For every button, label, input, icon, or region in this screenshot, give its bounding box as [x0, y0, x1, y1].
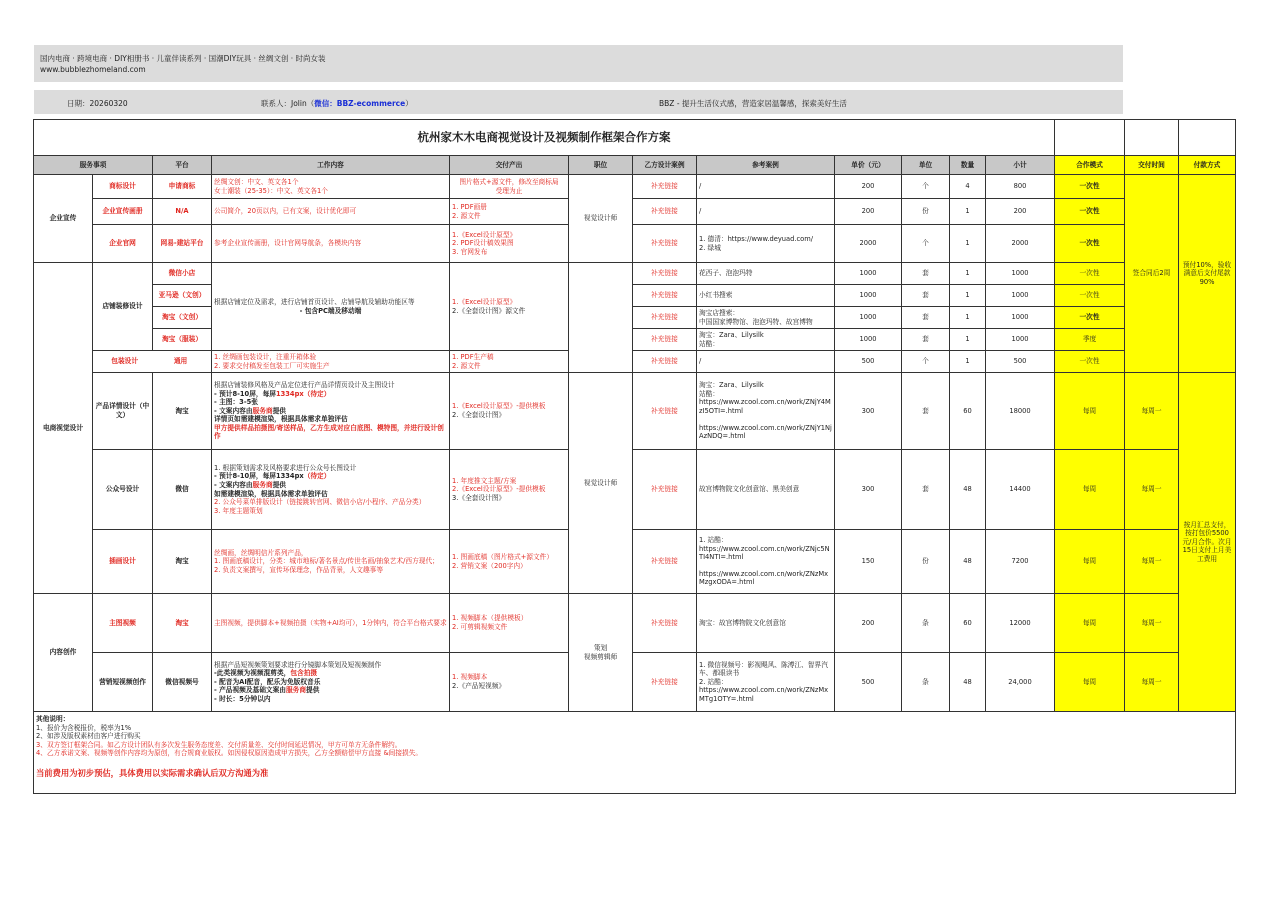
reference-cell: /	[697, 175, 835, 199]
subtotal-cell: 7200	[986, 530, 1055, 594]
work-line	[214, 669, 447, 678]
work-fragment: 提供	[272, 480, 286, 489]
work-cell	[212, 530, 450, 594]
work-fragment: - 产品视频及基础文案由	[214, 686, 286, 695]
work-fragment: 服务商	[252, 480, 273, 489]
case-link[interactable]: 补充链接	[633, 225, 697, 263]
platform-cell: 申请商标	[153, 175, 212, 199]
unit-cell: 套	[902, 285, 950, 307]
qty-cell: 1	[950, 285, 986, 307]
subtotal-cell: 800	[986, 175, 1055, 199]
mode-cell: 每周	[1055, 653, 1125, 712]
case-link[interactable]: 补充链接	[633, 653, 697, 712]
final-note: 当前费用为初步预估，具体费用以实际需求确认后双方沟通为准	[36, 767, 269, 778]
reference-line: https://www.zcool.com.cn/work/ZNjY4MzI5OTI=.html	[699, 398, 831, 415]
mode-cell: 每周	[1055, 373, 1125, 450]
unit-cell: 条	[902, 594, 950, 653]
case-link[interactable]: 补充链接	[633, 329, 697, 351]
table-row	[34, 351, 1236, 373]
mode-cell: 每周	[1055, 594, 1125, 653]
work-line: - 时长：5分钟以内	[214, 694, 271, 703]
col-header-reference: 参考案例	[697, 156, 835, 175]
work-line: 详情页如需建模渲染，根据具体需求单独评估	[214, 415, 348, 424]
role-cell	[569, 594, 633, 712]
case-link[interactable]: 补充链接	[633, 594, 697, 653]
item-cell: 营销短视频创作	[93, 653, 153, 712]
reference-cell	[697, 329, 835, 351]
work-line: - 包含PC端及移动端	[299, 306, 362, 315]
table-row	[34, 373, 1236, 450]
deliverable-cell	[450, 373, 569, 450]
case-link[interactable]: 补充链接	[633, 351, 697, 373]
work-line	[214, 686, 447, 695]
table-row	[34, 175, 1236, 199]
reference-line: https://www.zcool.com.cn/work/ZNjY1NjAzNDQ=.html	[699, 423, 832, 441]
mode-cell: 每周	[1055, 530, 1125, 594]
note-line: 2、如涉及版权素材由客户进行购买	[36, 732, 141, 741]
deliverable-line: 2. 可剪辑视频文件	[452, 623, 508, 631]
table-header-row	[34, 156, 1236, 175]
unit-cell: 套	[902, 329, 950, 351]
reference-line: 1. 站酷：	[699, 536, 728, 545]
table-row	[34, 530, 1236, 594]
deliverable-line: 1. 年度推文主题/方案	[452, 476, 517, 485]
reference-cell: /	[697, 351, 835, 373]
subtotal-cell: 1000	[986, 307, 1055, 329]
mode-cell: 一次性	[1055, 225, 1125, 263]
unit-cell: 套	[902, 263, 950, 285]
unit-cell: 套	[902, 450, 950, 530]
deliverable-line: 2. PDF设计稿效果图	[452, 239, 514, 248]
mode-cell: 一次性	[1055, 263, 1125, 285]
work-fragment: 包含拍摄	[290, 669, 318, 678]
reference-cell: 淘宝：故宫博物院文化创意馆	[697, 594, 835, 653]
note-line: 3、双方签订框架合同。如乙方设计团队有多次发生服务态度差、交付质量差、交付时间延迟情况，甲方可单方无条件解约。	[36, 740, 402, 749]
platform-cell: 微信视频号	[153, 653, 212, 712]
mode-cell: 一次性	[1055, 351, 1125, 373]
work-line: 根据店铺定位及需求，进行店铺首页设计、店铺导航及辅助功能区等	[214, 297, 415, 306]
price-cell: 1000	[835, 263, 902, 285]
table-row	[34, 450, 1236, 530]
work-fragment: -此类视频为视频混剪类，	[214, 669, 291, 678]
deliverable-cell	[450, 653, 569, 712]
subtotal-cell: 1000	[986, 285, 1055, 307]
platform-cell: 淘宝（服装）	[153, 329, 212, 351]
price-cell: 300	[835, 450, 902, 530]
table-row	[34, 263, 1236, 285]
delivery-time-cell: 每周一	[1125, 450, 1179, 530]
qty-cell: 1	[950, 307, 986, 329]
reference-line: 淘宝店搜索：	[699, 308, 740, 317]
deliverable-line: 1.《Excel设计原型》	[452, 230, 517, 239]
case-link[interactable]: 补充链接	[633, 285, 697, 307]
work-line: 甲方提供样品拍摄图/寄送样品，乙方生成对应白底图、模特图，并进行设计创作	[214, 423, 444, 441]
deliverable-line: 受理为止	[495, 186, 523, 195]
price-cell: 200	[835, 199, 902, 225]
item-cell: 店铺装修设计	[93, 263, 153, 351]
deliverable-cell	[450, 225, 569, 263]
work-fragment: 提供	[306, 686, 320, 695]
reference-line: 中国国家博物馆、泡泡玛特、故宫博物	[699, 317, 813, 326]
col-header-qty: 数量	[950, 156, 986, 175]
work-fragment: （待定）	[303, 472, 331, 481]
subtotal-cell: 200	[986, 199, 1055, 225]
work-fragment: 1334px（待定）	[275, 389, 331, 398]
unit-cell: 个	[902, 351, 950, 373]
unit-cell: 个	[902, 225, 950, 263]
subtotal-cell: 500	[986, 351, 1055, 373]
item-cell: 主图视频	[93, 594, 153, 653]
work-cell: 主图视频，提供脚本+视频拍摄（实物+AI均可），1分钟内，符合平台格式要求	[212, 594, 450, 653]
unit-cell: 份	[902, 199, 950, 225]
slogan-text: BBZ - 提升生活仪式感，营造家居温馨感，探索美好生活	[659, 99, 847, 108]
item-cell: 企业官网	[93, 225, 153, 263]
info-bar	[34, 90, 1123, 114]
deliverable-cell	[450, 175, 569, 199]
notes-title: 其他说明：	[36, 715, 70, 723]
col-header-service: 服务事项	[34, 156, 153, 175]
work-cell	[212, 653, 450, 712]
deliverable-cell	[450, 594, 569, 653]
payment-cell: 预付10%，验收满意后支付尾款90%	[1179, 175, 1236, 373]
role-line: 视频剪辑师	[583, 652, 618, 661]
role-line: 策划	[593, 643, 608, 652]
work-cell: 参考企业宣传画册，设计官网导航条，各模块内容	[212, 225, 450, 263]
deliverable-line: 1. PDF生产稿	[452, 352, 494, 361]
reference-spacer	[699, 416, 832, 424]
deliverable-line: 1.《Excel设计原型》	[452, 297, 517, 306]
deliverable-line: 1. 视频脚本	[452, 673, 488, 682]
deliverable-line: 图片格式+源文件，修改至商标局	[459, 177, 559, 186]
reference-cell	[697, 307, 835, 329]
company-header-bar	[34, 45, 1123, 82]
platform-label: 通用	[173, 357, 188, 366]
work-line: 3. 年度主题策划	[214, 506, 263, 515]
notes-row	[34, 712, 1236, 794]
work-fragment: - 文案内容由	[214, 406, 253, 415]
col-header-role: 职位	[569, 156, 633, 175]
deliverable-line: 3. 官网发布	[452, 247, 488, 256]
price-cell: 2000	[835, 225, 902, 263]
mode-cell: 一次性	[1055, 285, 1125, 307]
work-line: - 主图：3-5张	[214, 398, 258, 407]
subtotal-cell: 1000	[986, 329, 1055, 351]
deliverable-line: 1. 图画底稿（图片格式+源文件）	[452, 552, 554, 561]
unit-cell: 条	[902, 653, 950, 712]
case-link[interactable]: 补充链接	[633, 530, 697, 594]
work-line: 如需建模渲染，根据具体需求单独评估	[214, 489, 328, 498]
item-cell: 商标设计	[93, 175, 153, 199]
price-cell: 300	[835, 373, 902, 450]
work-fragment: 提供	[272, 406, 286, 415]
price-cell: 1000	[835, 307, 902, 329]
col-header-time: 交付时间	[1125, 156, 1179, 175]
work-cell	[212, 373, 450, 450]
qty-cell: 1	[950, 329, 986, 351]
work-line: 根据产品短视频策划要求进行分镜脚本策划及短视频制作	[214, 660, 382, 669]
reference-line: 淘宝：Zara、Lilysilk	[699, 330, 764, 339]
unit-cell: 个	[902, 175, 950, 199]
reference-cell: 花西子、泡泡玛特	[697, 263, 835, 285]
work-cell	[212, 175, 450, 199]
price-cell: 1000	[835, 329, 902, 351]
mode-cell: 季度	[1055, 329, 1125, 351]
qty-cell: 60	[950, 594, 986, 653]
platform-cell: 微信	[153, 450, 212, 530]
deliverable-line: 1.《Excel设计原型》-提供模板	[452, 402, 546, 411]
delivery-time-cell: 每周一	[1125, 373, 1179, 450]
role-cell: 视觉设计师	[569, 373, 633, 594]
reference-line: 站酷：	[699, 389, 720, 398]
table-row	[34, 653, 1236, 712]
reference-cell: /	[697, 199, 835, 225]
platform-cell: 淘宝（文创）	[153, 307, 212, 329]
qty-cell: 1	[950, 199, 986, 225]
work-line	[214, 390, 447, 399]
qty-cell: 1	[950, 351, 986, 373]
mode-cell: 一次性	[1055, 307, 1125, 329]
table-row	[34, 199, 1236, 225]
case-link[interactable]: 补充链接	[633, 199, 697, 225]
price-cell: 150	[835, 530, 902, 594]
platform-cell: 亚马逊（文创）	[153, 285, 212, 307]
work-fragment: - 文案内容由	[214, 480, 253, 489]
date-text: 日期：20260320	[67, 99, 128, 108]
work-line: 2. 要求交付稿发至包装工厂可实施生产	[214, 361, 330, 370]
deliverable-cell	[450, 450, 569, 530]
platform-cell: 微信小店	[153, 263, 212, 285]
category-cell: 企业宣传	[34, 175, 93, 263]
col-header-price: 单价（元）	[835, 156, 902, 175]
work-cell	[212, 450, 450, 530]
work-line: 1. 图画底稿设计，分类：城市地标/著名景点/传世名画/抽象艺术/西方现代；	[214, 557, 439, 566]
subtotal-cell: 18000	[986, 373, 1055, 450]
reference-cell	[697, 373, 835, 450]
work-line	[214, 407, 447, 416]
col-header-case: 乙方设计案例	[633, 156, 697, 175]
mode-cell: 每周	[1055, 450, 1125, 530]
note-line: 4、乙方承诺文案、视频等创作内容均为原创，有合规商业版权。如因侵权原因造成甲方损失，乙方全额赔偿甲方直接 &间接损失。	[36, 749, 423, 758]
reference-line: 淘宝：Zara、Lilysilk	[699, 381, 764, 390]
qty-cell: 4	[950, 175, 986, 199]
delivery-time-cell: 每周一	[1125, 653, 1179, 712]
case-link[interactable]: 补充链接	[633, 263, 697, 285]
qty-cell: 60	[950, 373, 986, 450]
wechat-id: 微信：BBZ-ecommerce	[314, 99, 406, 108]
price-cell: 500	[835, 653, 902, 712]
case-link[interactable]: 补充链接	[633, 373, 697, 450]
qty-cell: 1	[950, 225, 986, 263]
item-cell	[93, 351, 212, 373]
delivery-time-cell: 签合同后2周	[1125, 175, 1179, 373]
col-header-unit: 单位	[902, 156, 950, 175]
work-cell	[212, 263, 450, 351]
deliverable-line: 1. PDF画册	[452, 202, 487, 211]
reference-line: https://www.zcool.com.cn/work/ZNzMxMzgxODA=.html	[699, 569, 829, 587]
price-cell: 1000	[835, 285, 902, 307]
work-line: 丝绸画，丝绸明信片系列产品，	[214, 548, 308, 557]
deliverable-line: 2.《全套设计图》源文件	[452, 306, 526, 315]
work-cell: 公司简介，20页以内，已有文案，设计优化即可	[212, 199, 450, 225]
work-line: 丝绸文创：中文、英文各1个	[214, 177, 299, 186]
table-row	[34, 594, 1236, 653]
qty-cell: 48	[950, 530, 986, 594]
delivery-time-cell: 每周一	[1125, 530, 1179, 594]
item-cell: 产品详情设计（中文）	[93, 373, 153, 450]
price-cell: 500	[835, 351, 902, 373]
subtotal-cell: 24,000	[986, 653, 1055, 712]
deliverable-cell	[450, 199, 569, 225]
deliverable-line: 2. 营销文案（200字内）	[452, 561, 527, 570]
price-cell: 200	[835, 594, 902, 653]
deliverable-line: 2.《产品短视频》	[452, 682, 506, 690]
qty-cell: 1	[950, 263, 986, 285]
unit-cell: 份	[902, 530, 950, 594]
qty-cell: 48	[950, 653, 986, 712]
case-link[interactable]: 补充链接	[633, 307, 697, 329]
work-fragment: 服务商	[285, 686, 307, 695]
case-link[interactable]: 补充链接	[633, 175, 697, 199]
role-cell: 视觉设计师	[569, 175, 633, 263]
col-header-mode: 合作模式	[1055, 156, 1125, 175]
price-cell: 200	[835, 175, 902, 199]
item-label: 包装设计	[111, 357, 139, 366]
work-line: 女士潮装（25-35）：中文、英文各1个	[214, 186, 328, 195]
qty-cell: 48	[950, 450, 986, 530]
item-cell: 插画设计	[93, 530, 153, 594]
col-header-platform: 平台	[153, 156, 212, 175]
work-line: 根据店铺装修风格及产品定位进行产品详情页设计及主图设计	[214, 380, 395, 389]
deliverable-cell	[450, 351, 569, 373]
work-line: - 配音为AI配音，配乐为免版权音乐	[214, 677, 321, 686]
table-row	[34, 225, 1236, 263]
payment-cell: 按月汇总支付，按打包价5500元/月合作。次月15日支付上月美工费用	[1179, 373, 1236, 712]
work-line: 1. 根据策划需求及风格要求进行公众号长图设计	[214, 463, 357, 472]
reference-cell: 小红书搜索	[697, 285, 835, 307]
note-line: 1、报价为含税报价，税率为1%	[36, 723, 132, 732]
category-cell: 内容创作	[34, 594, 93, 712]
page-title: 杭州家木木电商视觉设计及视频制作框架合作方案	[34, 120, 1055, 156]
work-cell	[212, 351, 450, 373]
case-link[interactable]: 补充链接	[633, 450, 697, 530]
work-fragment: - 预计8-10屏，每屏	[214, 389, 276, 398]
business-line-text: 国内电商 · 跨境电商 · DIY相册书 · 儿童伴读系列 · 国潮DIY玩具 · 丝绸文创 · 时尚女装	[40, 54, 326, 63]
reference-cell	[697, 530, 835, 594]
notes-cell	[34, 712, 1236, 794]
platform-cell: N/A	[153, 199, 212, 225]
subtotal-cell: 14400	[986, 450, 1055, 530]
platform-cell: 网易-建站平台	[153, 225, 212, 263]
reference-spacer	[699, 562, 832, 570]
deliverable-line: 2.《Excel设计原型》-提供模板	[452, 485, 546, 494]
subtotal-cell: 12000	[986, 594, 1055, 653]
deliverable-cell	[450, 530, 569, 594]
platform-cell: 淘宝	[153, 594, 212, 653]
col-header-subtotal: 小计	[986, 156, 1055, 175]
deliverable-line: 2. 源文件	[452, 211, 481, 220]
subtotal-cell: 1000	[986, 263, 1055, 285]
platform-cell: 淘宝	[153, 373, 212, 450]
contact-suffix: ）	[405, 99, 413, 108]
col-header-deliverable: 交付产出	[450, 156, 569, 175]
reference-line: https://www.zcool.com.cn/work/ZNjc5NTI4NTI=.html	[699, 544, 830, 562]
reference-line: https://www.zcool.com.cn/work/ZNzMxMTg1OTY=.html	[699, 686, 829, 703]
reference-line: 2. 绿城	[699, 243, 721, 252]
reference-cell: 故宫博物院文化创意馆、黑美创意	[697, 450, 835, 530]
work-line: 2. 负责文案撰写，宣传环保理念，作品背景，人文趣事等	[214, 565, 384, 574]
deliverable-line: 2.《全套设计图》	[452, 411, 506, 419]
unit-cell: 套	[902, 373, 950, 450]
deliverable-line: 2. 源文件	[452, 361, 481, 370]
deliverable-cell	[450, 263, 569, 351]
item-cell: 公众号设计	[93, 450, 153, 530]
reference-line: 站酷：	[699, 339, 720, 348]
reference-line: 1. 德清：https://www.deyuad.com/	[699, 234, 814, 243]
contact-text	[261, 98, 413, 109]
reference-cell	[697, 653, 835, 712]
col-header-payment: 付款方式	[1179, 156, 1236, 175]
role-cell-blank	[569, 263, 633, 373]
deliverable-line: 1. 视频脚本（提供模板）	[452, 614, 528, 623]
website-text: www.bubblezhomeland.com	[40, 65, 146, 74]
platform-cell: 淘宝	[153, 530, 212, 594]
reference-cell	[697, 225, 835, 263]
work-line: 2. 公众号菜单排版设计（链接跳转官网、微信小店/小程序、产品分类）	[214, 498, 426, 507]
work-line	[214, 481, 447, 490]
work-line: 1. 丝绸画包装设计，注重开箱体验	[214, 352, 317, 361]
col-header-work: 工作内容	[212, 156, 450, 175]
deliverable-line: 3.《全套设计图》	[452, 493, 506, 502]
subtotal-cell: 2000	[986, 225, 1055, 263]
work-fragment: - 预计8-10屏，每屏1334px	[214, 472, 304, 481]
item-cell: 企业宣传画册	[93, 199, 153, 225]
category-cell: 电商视觉设计	[34, 263, 93, 594]
work-line	[214, 472, 447, 481]
cooperation-table	[33, 119, 1236, 794]
reference-line: 2. 站酷：	[699, 677, 728, 686]
unit-cell: 套	[902, 307, 950, 329]
delivery-time-cell: 每周一	[1125, 594, 1179, 653]
work-fragment: 服务商	[252, 406, 273, 415]
contact-prefix: 联系人：Jolin（	[261, 99, 315, 108]
mode-cell: 一次性	[1055, 199, 1125, 225]
mode-cell: 一次性	[1055, 175, 1125, 199]
reference-line: 1. 微信视频号：影视飓风、陈溥江、智界汽车、都眼读书	[699, 660, 828, 678]
